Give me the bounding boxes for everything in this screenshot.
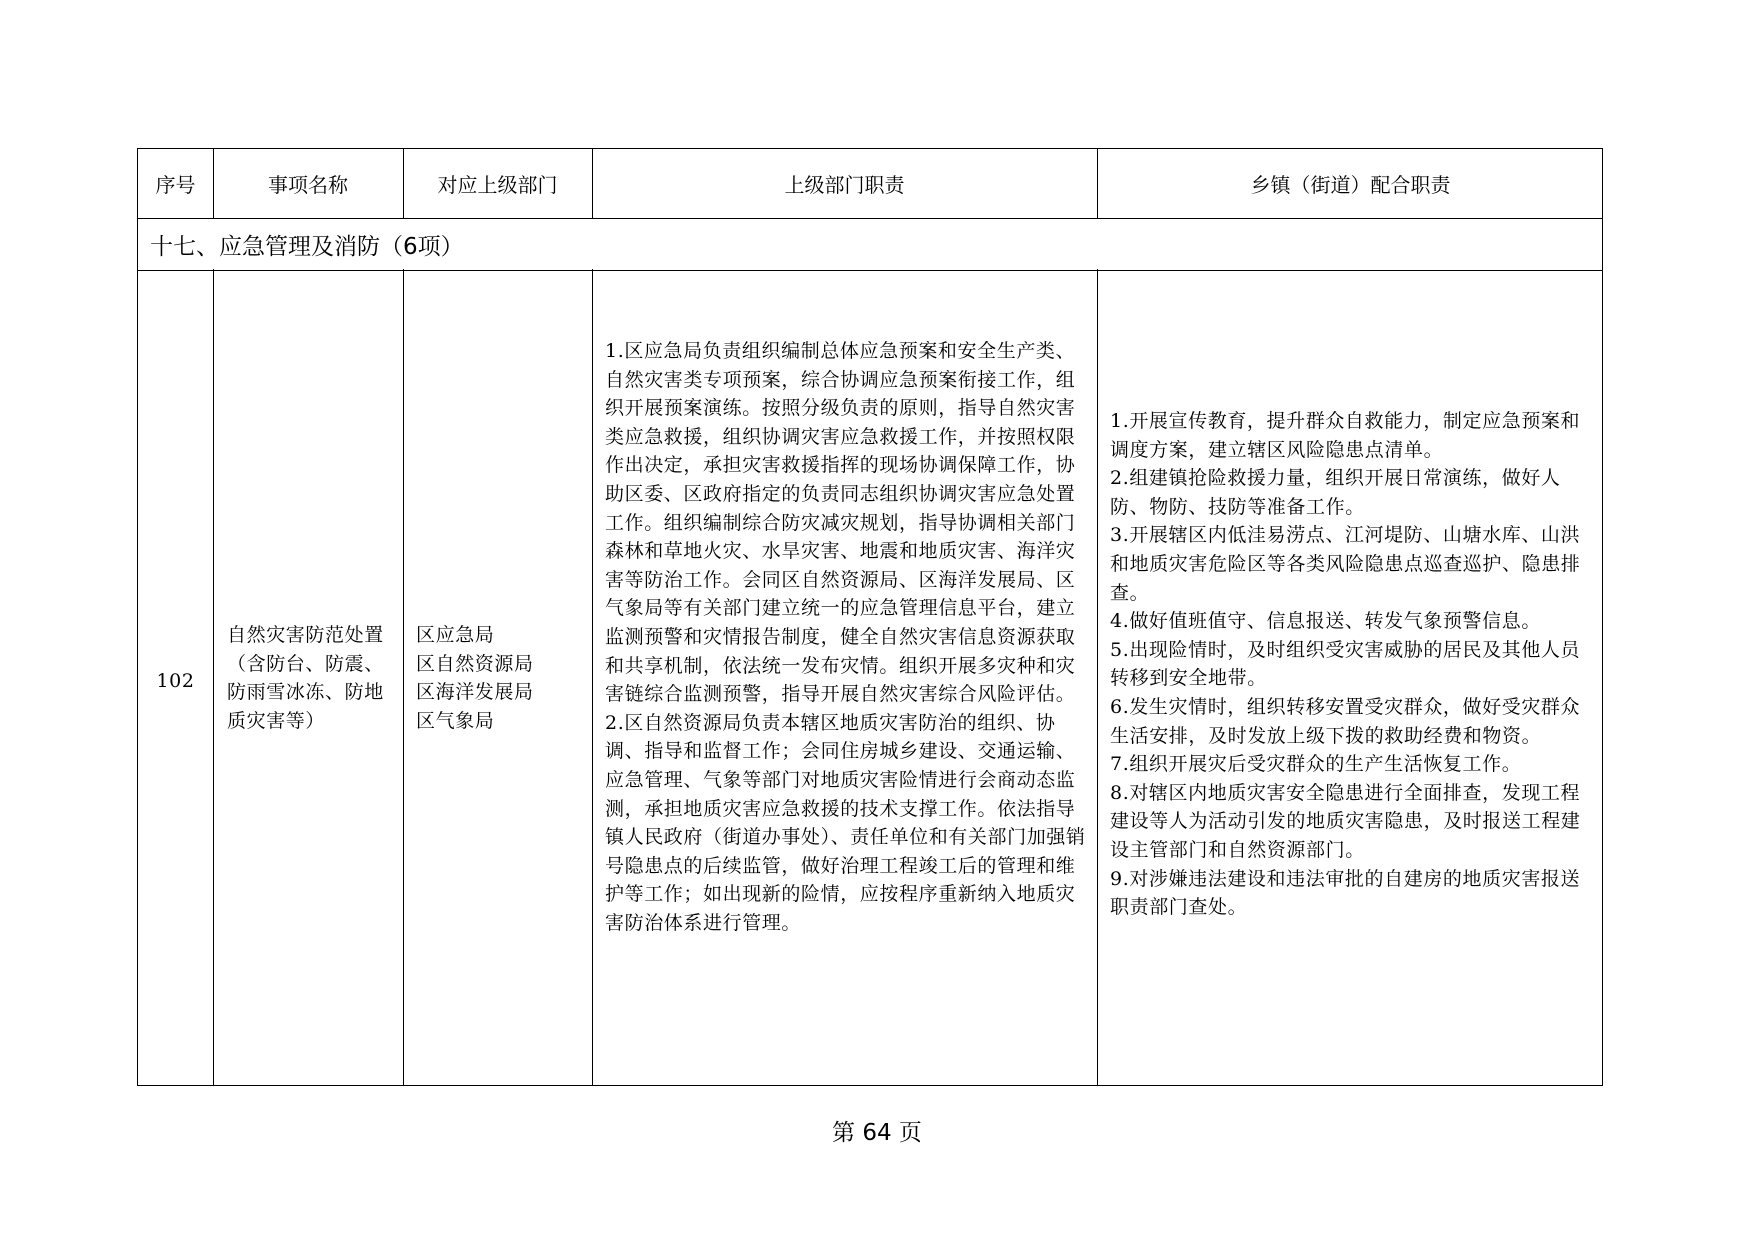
duty-table xyxy=(137,148,1603,1086)
header-upper-duties: 上级部门职责 xyxy=(784,173,905,197)
page-number: 第 64 页 xyxy=(832,1120,922,1146)
department-line: 区海洋发展局 xyxy=(416,681,534,704)
upper-duties xyxy=(605,337,1088,937)
town-duty-item: 8.对辖区内地质灾害安全隐患进行全面排查，发现工程建设等人为活动引发的地质灾害隐患，及时报送工程建设主管部门和自然资源部门。 xyxy=(1110,781,1581,861)
col-divider xyxy=(403,149,404,1085)
upper-duty-item: 2.区自然资源局负责本辖区地质灾害防治的组织、协调、指导和监督工作；会同住房城乡建设、交通运输、应急管理、气象等部门对地质灾害险情进行会商动态监测，承担地质灾害应急救援的技术支撑工作。依法指导镇人民政府（街道办事处）、责任单位和有关部门加强销号隐患点的后续监管，做好治理工程竣工后的管理和维护等工作；如出现新的险情，应按程序重新纳入地质灾害防治体系进行管理。 xyxy=(605,711,1086,934)
item-name: 自然灾害防范处置（含防台、防震、防雨雪冰冻、防地质灾害等） xyxy=(227,624,384,732)
row-number: 102 xyxy=(156,670,195,692)
town-duty-item: 7.组织开展灾后受灾群众的生产生活恢复工作。 xyxy=(1110,753,1522,776)
department-line: 区自然资源局 xyxy=(416,652,534,675)
town-duty-item: 1.开展宣传教育，提升群众自救能力，制定应急预案和调度方案，建立辖区风险隐患点清单。 xyxy=(1110,410,1581,461)
col-divider xyxy=(213,149,214,1085)
col-divider xyxy=(592,149,593,1085)
upper-departments xyxy=(416,621,586,735)
town-duty-item: 2.组建镇抢险救援力量，组织开展日常演练，做好人防、物防、技防等准备工作。 xyxy=(1110,467,1561,518)
town-duty-item: 9.对涉嫌违法建设和违法审批的自建房的地质灾害报送职责部门查处。 xyxy=(1110,867,1581,919)
department-line: 区气象局 xyxy=(416,709,495,732)
town-duty-item: 5.出现险情时，及时组织受灾害威胁的居民及其他人员转移到安全地带。 xyxy=(1110,638,1581,690)
col-divider xyxy=(1097,149,1098,1085)
department-line: 区应急局 xyxy=(416,624,495,646)
header-upper-dept: 对应上级部门 xyxy=(437,173,558,197)
town-duty-item: 4.做好值班值守、信息报送、转发气象预警信息。 xyxy=(1110,610,1541,633)
upper-duty-item: 1.区应急局负责组织编制总体应急预案和安全生产类、自然灾害类专项预案，综合协调应急预案衔接工作，组织开展预案演练。按照分级负责的原则，指导自然灾害类应急救援，组织协调灾害应急救援工作，并按照权限作出决定，承担灾害救援指挥的现场协调保障工作，协助区委、区政府指定的负责同志组织协调灾害应急处置工作。组织编制综合防灾减灾规划，指导协调相关部门森林和草地火灾、水旱灾害、地震和地质灾害、海洋灾害等防治工作。会同区自然资源局、区海洋发展局、区气象局等有关部门建立统一的应急管理信息平台，建立监测预警和灾情报告制度，健全自然灾害信息资源获取和共享机制，依法统一发布灾情。组织开展多灾种和灾害链综合监测预警，指导开展自然灾害综合风险评估。 xyxy=(605,340,1076,706)
town-duties xyxy=(1110,407,1593,922)
header-town-duties: 乡镇（街道）配合职责 xyxy=(1250,173,1451,197)
town-duty-item: 6.发生灾情时，组织转移安置受灾群众，做好受灾群众生活安排，及时发放上级下拨的救助经费和物资。 xyxy=(1110,695,1581,747)
header-no: 序号 xyxy=(155,173,196,197)
section-divider xyxy=(138,270,1602,271)
header-item-name: 事项名称 xyxy=(268,173,348,197)
town-duty-item: 3.开展辖区内低洼易涝点、江河堤防、山塘水库、山洪和地质灾害危险区等各类风险隐患点巡查巡护、隐患排查。 xyxy=(1110,524,1581,604)
section-title: 十七、应急管理及消防（6项） xyxy=(150,233,464,260)
